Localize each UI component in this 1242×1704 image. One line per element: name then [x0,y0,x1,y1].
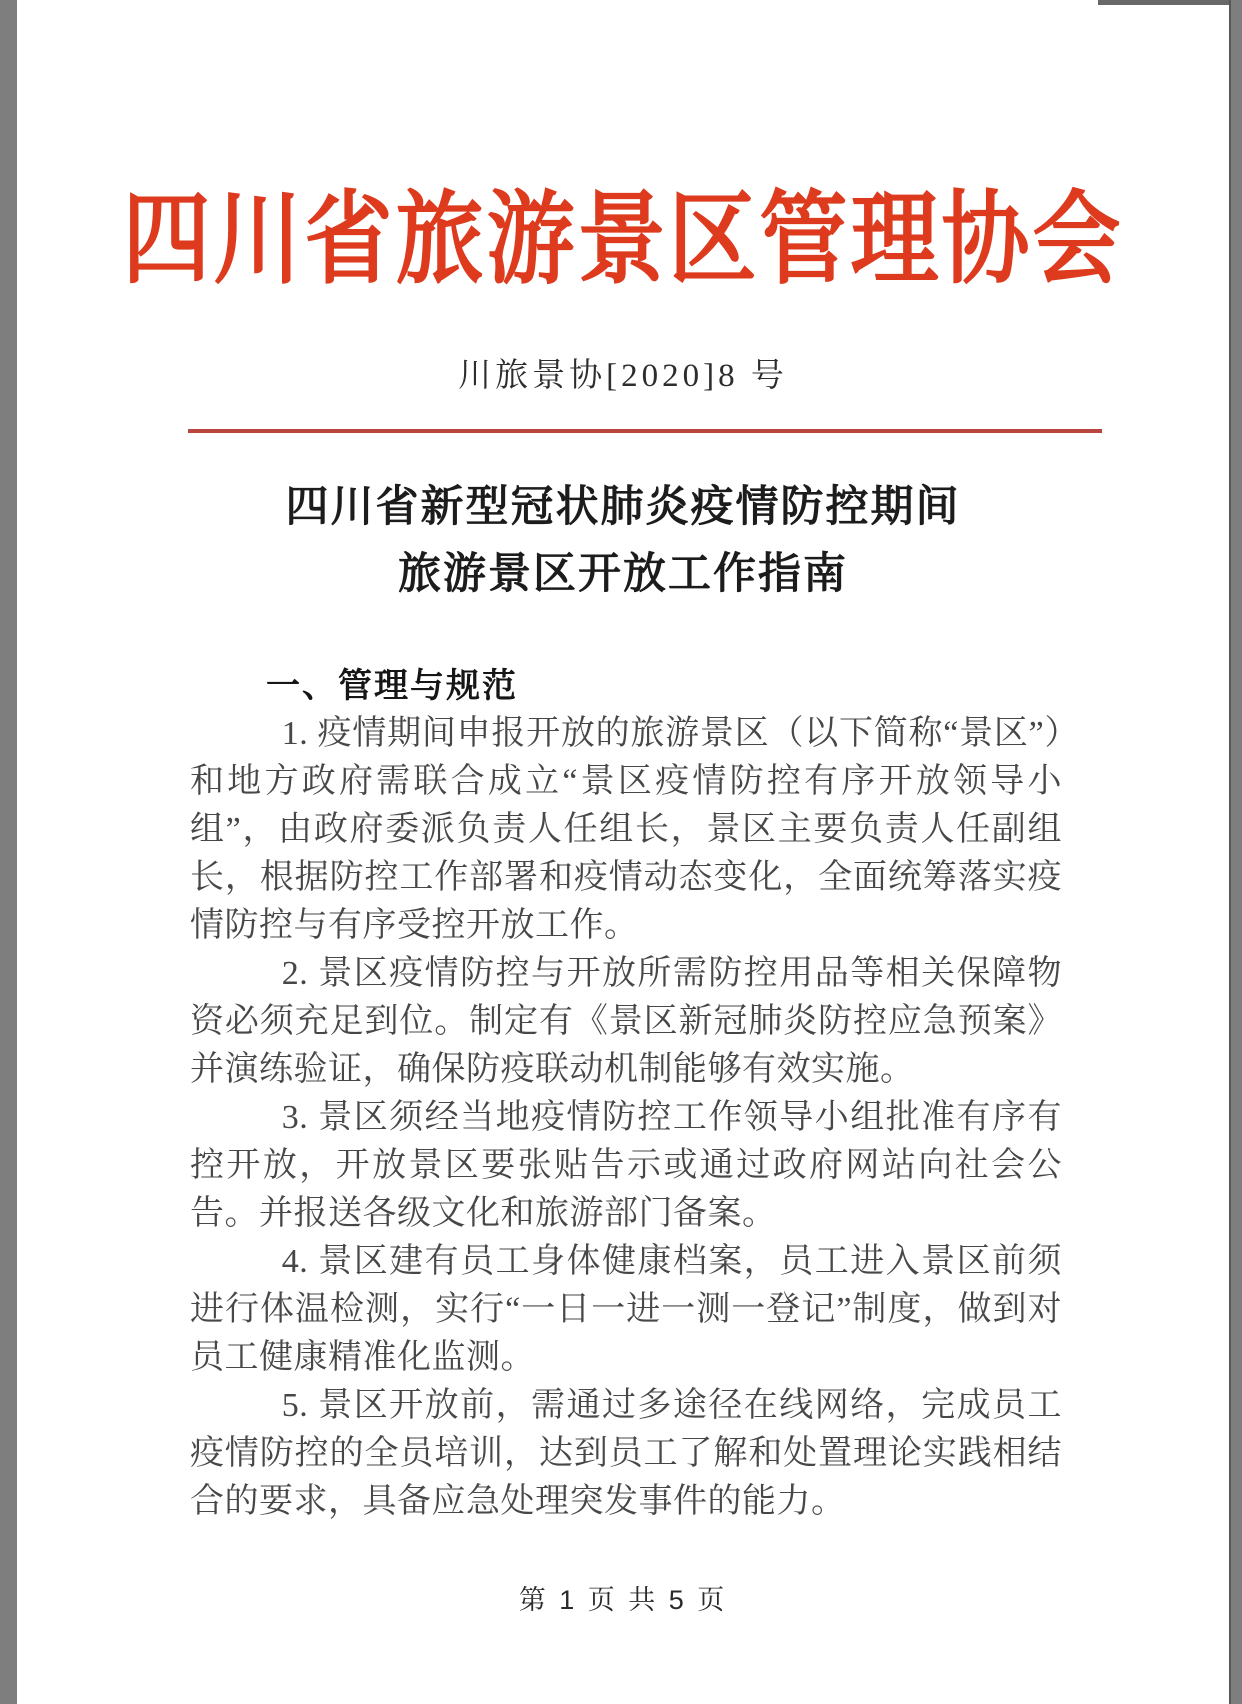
org-title [17,185,1229,316]
paragraph-3: 3. 景区须经当地疫情防控工作领导小组批准有序有控开放，开放景区要张贴告示或通过政府网站向社会公告。并报送各级文化和旅游部门备案。 [190,1099,1062,1232]
section-heading: 一、管理与规范 [266,667,518,705]
doc-title-line2: 旅游景区开放工作指南 [398,550,848,598]
paragraph-1: 1. 疫情期间申报开放的旅游景区（以下简称“景区”）和地方政府需联合成立“景区疫情防控有序开放领导小组”，由政府委派负责人任组长，景区主要负责人任副组长，根据防控工作部署和疫情动态变化，全面统筹落实疫情防控与有序受控开放工作。 [190,715,1062,944]
scan-edge-left [0,0,17,1704]
paragraph-5: 5. 景区开放前，需通过多途径在线网络，完成员工疫情防控的全员培训，达到员工了解和处置理论实践相结合的要求，具备应急处理突发事件的能力。 [190,1387,1062,1520]
doc-title [17,474,1229,608]
page-footer: 第 1 页 共 5 页 [518,1585,728,1615]
paragraph-4: 4. 景区建有员工身体健康档案，员工进入景区前须进行体温检测，实行“一日一进一测一登记”制度，做到对员工健康精准化监测。 [190,1243,1062,1376]
org-title-text: 四川省旅游景区管理协会 [122,185,1124,298]
document-body [190,662,1062,1526]
red-divider-line [188,429,1102,433]
paragraph-2: 2. 景区疫情防控与开放所需防控用品等相关保障物资必须充足到位。制定有《景区新冠肺炎防控应急预案》并演练验证，确保防疫联动机制能够有效实施。 [190,955,1062,1088]
doc-number: 川旅景协[2020]8 号 [458,358,788,394]
scan-artifact-top [1098,0,1229,5]
scan-edge-right [1229,0,1242,1704]
doc-title-line1: 四川省新型冠状肺炎疫情防控期间 [285,483,961,531]
